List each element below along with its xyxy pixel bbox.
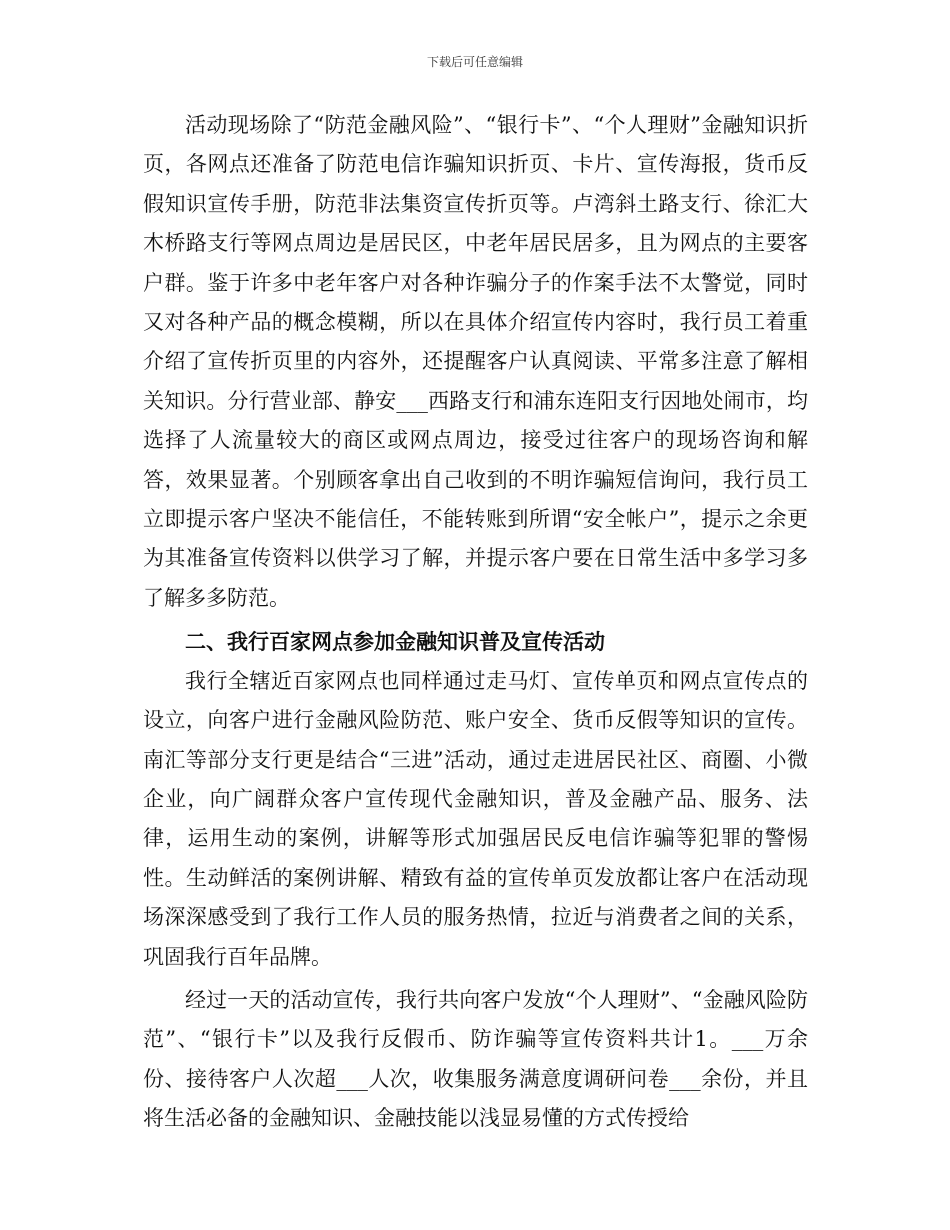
- paragraph-activity-site: 活动现场除了“防范金融风险”、“银行卡”、“个人理财”金融知识折页，各网点还准备了防范电信诈骗知识折页、卡片、宣传海报，货币反假知识宣传手册，防范非法集资宣传折页等。卢湾斜土路支行、徐汇大木桥路支行等网点周边是居民区，中老年居民居多，且为网点的主要客户群。鉴于许多中老年客户对各种诈骗分子的作案手法不太警觉，同时又对各种产品的概念模糊，所以在具体介绍宣传内容时，我行员工着重介绍了宣传折页里的内容外，还提醒客户认真阅读、平常多注意了解相关知识。分行营业部、静安___西路支行和浦东连阳支行因地处闹市，均选择了人流量较大的商区或网点周边，接受过往客户的现场咨询和解答，效果显著。个别顾客拿出自己收到的不明诈骗短信询问，我行员工立即提示客户坚决不能信任，不能转账到所谓“安全帐户”，提示之余更为其准备宣传资料以供学习了解，并提示客户要在日常生活中多学习多了解多多防范。: [143, 113, 808, 610]
- paragraph-summary: 经过一天的活动宣传，我行共向客户发放“个人理财”、“金融风险防范”、“银行卡”以及我行反假币、防诈骗等宣传资料共计1。___万余份、接待客户人次超___人次，收集服务满意度调研问卷___余份，并且将生活必备的金融知识、金融技能以浅显易懂的方式传授给: [143, 987, 808, 1131]
- paragraph-branch-network: 我行全辖近百家网点也同样通过走马灯、宣传单页和网点宣传点的设立，向客户进行金融风险防范、账户安全、货币反假等知识的宣传。南汇等部分支行更是结合“三进”活动，通过走进居民社区、商圈、小微企业，向广阔群众客户宣传现代金融知识，普及金融产品、服务、法律，运用生动的案例，讲解等形式加强居民反电信诈骗等犯罪的警惕性。生动鲜活的案例讲解、精致有益的宣传单页发放都让客户在活动现场深深感受到了我行工作人员的服务热情，拉近与消费者之间的关系，巩固我行百年品牌。: [143, 668, 808, 969]
- page-header: 下载后可任意编辑: [426, 55, 523, 69]
- document-body: [143, 106, 808, 1139]
- section-heading-2: 二、我行百家网点参加金融知识普及宣传活动: [185, 629, 605, 655]
